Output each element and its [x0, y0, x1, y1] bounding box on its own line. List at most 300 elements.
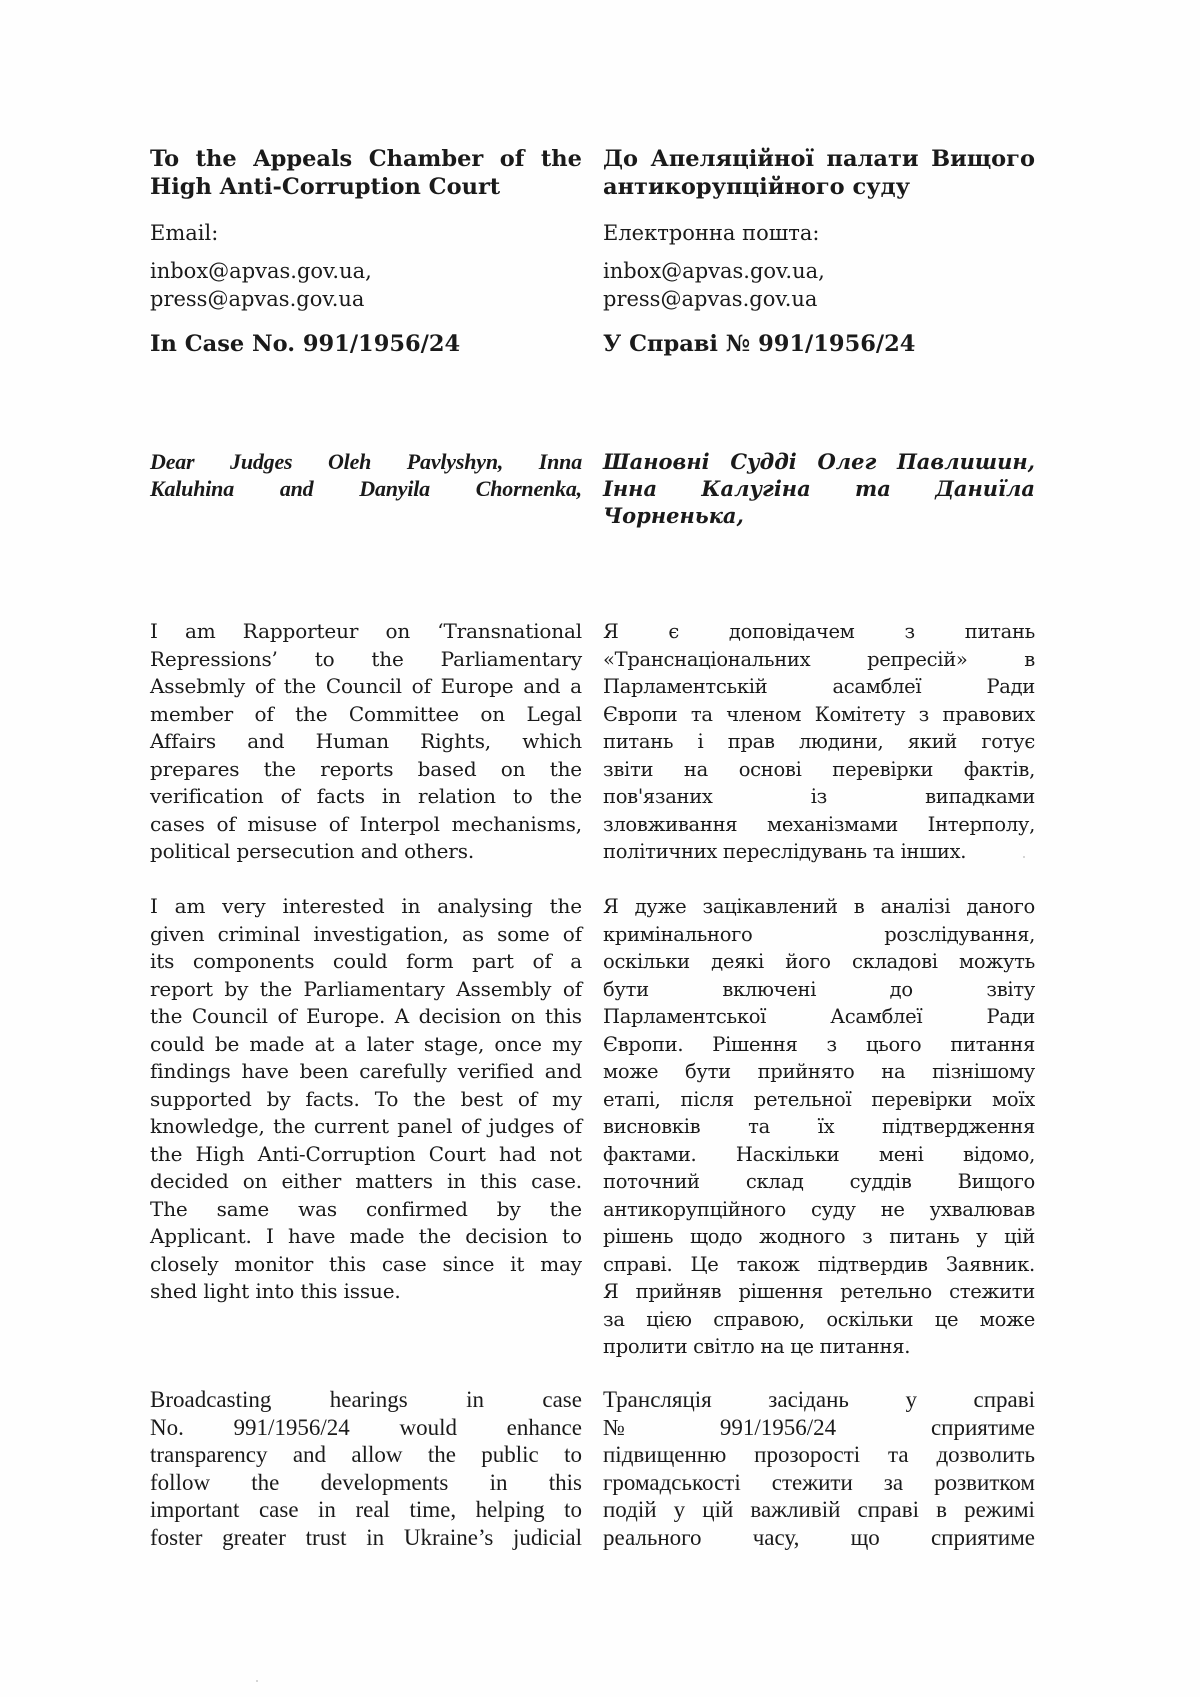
word: public [481, 1442, 539, 1467]
word: зловживання [603, 812, 738, 836]
paragraph-line [150, 1223, 582, 1251]
paragraph-line [150, 1113, 582, 1141]
paragraph-line [603, 976, 1035, 1004]
word: до [889, 977, 913, 1001]
word: made [249, 1031, 305, 1056]
word: and [279, 476, 314, 501]
word: прав [727, 730, 775, 753]
word: Це [690, 1252, 719, 1276]
word: в [853, 895, 865, 918]
word: form [406, 949, 454, 973]
word: could [332, 949, 388, 973]
word: closely [150, 1251, 219, 1276]
word: Rights, [420, 729, 492, 753]
word: цій [1004, 1225, 1035, 1248]
word: з [862, 1225, 873, 1248]
word: the [259, 976, 293, 1001]
addressee-line: High Anti-Corruption Court [150, 174, 501, 200]
word: дозволить [936, 1442, 1035, 1467]
word: by [496, 1196, 521, 1221]
word: decision [465, 1224, 548, 1248]
word: Assembly [456, 976, 552, 1001]
word: часу, [752, 1524, 800, 1550]
word: of [328, 811, 348, 836]
word: справою, [713, 1307, 805, 1331]
word: case [542, 1387, 582, 1412]
word: greater [222, 1524, 286, 1550]
word: Chamber [368, 146, 484, 172]
word: етапі, [603, 1087, 661, 1111]
word: на [683, 757, 708, 781]
paragraph-line [150, 728, 582, 756]
paragraph-line [150, 701, 582, 729]
word: the [413, 1086, 446, 1111]
word: to [314, 646, 335, 671]
word: and [292, 1442, 327, 1467]
paragraph-line [150, 1469, 582, 1497]
word: in [366, 1524, 385, 1550]
paragraph-line [150, 1386, 582, 1414]
word: в [936, 1497, 947, 1522]
word: з [904, 620, 915, 643]
word: Трансляція [603, 1387, 712, 1412]
word: До [603, 146, 639, 172]
word: in [318, 1497, 336, 1522]
word: as [462, 921, 484, 946]
paragraph-1-ua [603, 618, 1035, 866]
word: ‘Transnational [437, 619, 582, 643]
word: оскільки [603, 950, 690, 973]
word: важливій [750, 1497, 841, 1522]
word: Judges [230, 449, 293, 474]
word: the [540, 146, 582, 172]
word: Assebmly [150, 674, 246, 698]
word: of [517, 1086, 538, 1111]
word: time, [409, 1497, 457, 1522]
salutation-line [603, 448, 1035, 475]
word: facts. [305, 1086, 360, 1111]
paragraph-line [150, 1524, 582, 1552]
word: механізмами [767, 812, 898, 836]
word: з [826, 1032, 837, 1056]
addressee-line [603, 145, 1035, 173]
word: питань [889, 1225, 960, 1248]
word: this [544, 1004, 582, 1028]
word: investigation, [313, 921, 449, 946]
addressee-line [150, 145, 582, 173]
word: have [287, 1224, 336, 1248]
word: сприятиме [930, 1414, 1035, 1440]
word: once [494, 1031, 542, 1056]
word: у [673, 1497, 686, 1522]
word: findings [150, 1059, 231, 1083]
word: Шановні [603, 449, 710, 474]
paragraph-line: political persecution and others. [150, 839, 475, 863]
word: їх [817, 1115, 835, 1138]
word: Committee [348, 701, 459, 726]
paragraph-line: пролити світло на це питання. [603, 1335, 911, 1358]
salutation-line [150, 448, 582, 475]
word: аналізі [880, 895, 951, 918]
word: засідань [768, 1387, 849, 1412]
word: Судді [730, 449, 797, 474]
word: моїх [992, 1087, 1035, 1111]
word: this [480, 1169, 518, 1193]
word: Парламентської [603, 1005, 767, 1028]
word: суду [810, 1197, 856, 1221]
word: High [195, 1141, 245, 1166]
word: to [564, 1442, 582, 1467]
word: Inna [538, 449, 582, 474]
paragraph-3-en [150, 1386, 582, 1551]
word: розвитком [934, 1469, 1035, 1495]
word: real [355, 1497, 390, 1522]
word: was [298, 1196, 337, 1221]
addressee-heading-en [150, 145, 582, 201]
word: given [150, 921, 205, 946]
addressee-line: антикорупційного суду [603, 174, 911, 200]
word: trust [305, 1524, 347, 1550]
word: transparency [150, 1442, 268, 1467]
email-address-link[interactable]: inbox@apvas.gov.ua, [603, 259, 825, 283]
paragraph-line [150, 1086, 582, 1114]
word: підтвердив [817, 1252, 928, 1276]
word: the [549, 784, 582, 808]
word: перевірки [832, 757, 934, 781]
word: and [544, 1059, 582, 1083]
word: людини, [798, 730, 884, 753]
word: the [371, 646, 404, 671]
word: Комітету [814, 702, 906, 726]
paragraph-line [603, 1278, 1035, 1306]
word: Наскільки [735, 1142, 840, 1166]
word: current [313, 1114, 389, 1138]
paragraph-line [603, 921, 1035, 949]
word: of [562, 921, 582, 946]
word: decision [418, 1004, 502, 1028]
salutation-line [603, 475, 1035, 502]
word: am [174, 894, 206, 918]
paragraph-line [603, 1058, 1035, 1086]
paragraph-line [603, 1003, 1035, 1031]
email-address-link[interactable]: inbox@apvas.gov.ua, [150, 259, 372, 283]
word: matters [355, 1169, 433, 1193]
paragraph-line [603, 1496, 1035, 1524]
word: could [150, 1031, 205, 1056]
paragraph-line [603, 1168, 1035, 1196]
word: of [562, 976, 582, 1001]
word: звіту [986, 977, 1035, 1001]
word: може [979, 1307, 1035, 1331]
word: of [216, 811, 236, 836]
email-address-link[interactable]: press@apvas.gov.ua [603, 287, 818, 311]
word: сприятиме [930, 1524, 1035, 1550]
paragraph-line [603, 1386, 1035, 1414]
word: розслідування, [884, 922, 1035, 946]
word: на [881, 1060, 906, 1083]
word: the [549, 894, 582, 918]
word: основі [738, 757, 802, 781]
paragraph-line: політичних переслідувань та інших. [603, 840, 967, 863]
word: Рішення [712, 1032, 798, 1056]
word: правових [942, 702, 1035, 726]
paragraph-line [603, 1469, 1035, 1497]
word: in [466, 1387, 484, 1412]
word: Pavlyshyn, [406, 449, 504, 474]
paragraph-line [603, 728, 1035, 756]
paragraph-line [603, 893, 1035, 921]
word: some [497, 921, 550, 946]
word: panel [397, 1114, 453, 1138]
scan-speck [1023, 856, 1025, 858]
salutation-line [150, 475, 582, 502]
word: the [263, 756, 296, 781]
paragraph-line [603, 1414, 1035, 1442]
word: my [552, 1031, 582, 1056]
word: суддів [849, 1170, 912, 1193]
word: перевірки [871, 1087, 973, 1111]
word: цій [702, 1497, 734, 1522]
word: judicial [513, 1524, 582, 1550]
word: Interpol [359, 811, 440, 836]
word: це [934, 1307, 959, 1331]
word: включені [722, 977, 817, 1001]
word: питань [964, 620, 1035, 643]
word: Даниїла [935, 476, 1035, 501]
word: поточний [603, 1170, 700, 1193]
word: the [283, 674, 317, 698]
word: Danyila [359, 476, 430, 501]
word: be [214, 1031, 240, 1056]
paragraph-2-ua [603, 893, 1035, 1361]
paragraph-line [150, 756, 582, 784]
word: кримінального [603, 922, 753, 946]
word: the [418, 1224, 452, 1248]
word: To [150, 146, 180, 172]
word: рішень [603, 1225, 674, 1248]
paragraph-line [603, 1251, 1035, 1279]
paragraph-line [603, 1441, 1035, 1469]
word: підвищенню [603, 1442, 727, 1467]
case-reference-text: У Справі № 991/1956/24 [603, 331, 916, 357]
word: «Транснаціональних [603, 647, 811, 671]
word: за [603, 1307, 625, 1331]
paragraph-line: shed light into this issue. [150, 1279, 401, 1303]
word: фактів, [963, 757, 1035, 781]
paragraph-line [603, 618, 1035, 646]
word: після [680, 1087, 734, 1111]
word: the [427, 1442, 456, 1467]
paragraph-line [150, 1058, 582, 1086]
email-label: Email: [150, 221, 219, 245]
word: of [254, 701, 274, 726]
word: Калугіна [701, 476, 811, 501]
word: later [366, 1031, 414, 1056]
word: I [150, 894, 158, 918]
word: ухвалював [929, 1197, 1035, 1221]
word: дуже [634, 895, 687, 918]
word: this [329, 1251, 367, 1276]
word: цього [865, 1032, 922, 1056]
word: Chornenka, [475, 476, 582, 501]
word: який [907, 730, 958, 753]
paragraph-line [603, 1223, 1035, 1251]
word: relation [417, 784, 496, 808]
word: стежити [771, 1469, 853, 1495]
word: of [562, 1114, 582, 1138]
word: Я [603, 895, 619, 918]
word: in [401, 894, 421, 918]
word: cases [150, 811, 205, 836]
word: a [570, 949, 582, 973]
word: To [374, 1086, 399, 1111]
word: № [603, 1414, 625, 1440]
word: Павлишин, [896, 449, 1035, 474]
paragraph-line [603, 701, 1035, 729]
word: можуть [959, 950, 1035, 973]
word: Parliamentary [440, 646, 582, 671]
word: Ради [986, 675, 1035, 698]
word: оскільки [826, 1307, 914, 1331]
word: facts [316, 784, 365, 808]
word: Я [603, 1280, 619, 1303]
paragraph-line [150, 1031, 582, 1059]
word: to [512, 784, 533, 808]
word: Ukraine’s [403, 1524, 494, 1550]
paragraph-line [150, 976, 582, 1004]
word: його [785, 950, 831, 973]
word: та [748, 1115, 770, 1138]
word: стежити [949, 1280, 1035, 1303]
word: confirmed [366, 1196, 468, 1221]
word: бути [684, 1060, 731, 1083]
word: не [880, 1197, 905, 1221]
paragraph-line [150, 1251, 582, 1279]
word: палати [826, 146, 919, 172]
word: this [548, 1469, 582, 1495]
word: Broadcasting [150, 1387, 272, 1412]
word: фактами. [603, 1142, 697, 1166]
word: enhance [506, 1414, 582, 1440]
word: Rapporteur [242, 619, 359, 643]
word: цією [646, 1307, 692, 1331]
word: of [460, 1114, 480, 1138]
case-reference-text: In Case No. 991/1956/24 [150, 331, 461, 357]
word: антикорупційного [603, 1197, 786, 1221]
word: складові [852, 950, 938, 973]
word: important [150, 1497, 240, 1522]
word: been [299, 1059, 349, 1083]
word: had [499, 1141, 537, 1166]
word: same [216, 1196, 270, 1221]
paragraph-line [150, 1196, 582, 1224]
word: може [603, 1060, 659, 1083]
word: misuse [247, 811, 318, 836]
word: щодо [689, 1225, 743, 1248]
word: may [540, 1251, 582, 1276]
word: at [314, 1031, 335, 1056]
word: judges [488, 1114, 555, 1138]
word: hearings [329, 1387, 408, 1412]
word: Appeals [253, 146, 353, 172]
word: жодного [759, 1225, 846, 1248]
paragraph-3-ua [603, 1386, 1035, 1551]
word: case [258, 1497, 299, 1522]
word: Інна [603, 476, 658, 501]
word: Anti-Corruption [257, 1141, 416, 1166]
word: part [472, 949, 514, 973]
word: reports [320, 756, 394, 781]
word: decided [150, 1169, 229, 1193]
word: що [850, 1524, 880, 1550]
salutation-en [150, 448, 582, 502]
word: supported [150, 1086, 252, 1111]
word: knowledge, [150, 1114, 265, 1138]
word: the [549, 756, 582, 781]
word: verification [150, 784, 264, 808]
word: to [564, 1497, 582, 1522]
paragraph-line [150, 811, 582, 839]
word: справі. [603, 1252, 673, 1276]
word: Kaluhina [150, 476, 235, 501]
paragraph-2-en [150, 893, 582, 1306]
word: Європи. [603, 1032, 684, 1056]
word: interested [282, 894, 385, 918]
word: stage, [423, 1031, 485, 1056]
word: very [222, 894, 266, 918]
word: its [150, 949, 175, 973]
word: analysing [437, 894, 533, 918]
word: у [905, 1387, 917, 1412]
word: criminal [217, 921, 301, 946]
word: Council [191, 1004, 268, 1028]
word: та [690, 702, 713, 726]
word: Олег [817, 449, 877, 474]
word: асамблеї [832, 675, 922, 698]
word: Ради [986, 1005, 1035, 1028]
word: report [150, 976, 213, 1001]
paragraph-line [150, 646, 582, 674]
word: готує [981, 730, 1035, 753]
word: the [295, 701, 328, 726]
word: not [549, 1141, 582, 1166]
word: foster [150, 1524, 203, 1550]
word: a [570, 674, 582, 698]
word: ретельно [840, 1280, 932, 1303]
word: із [810, 785, 828, 808]
paragraph-line [150, 1168, 582, 1196]
word: which [522, 729, 582, 753]
email-address-link[interactable]: press@apvas.gov.ua [150, 287, 365, 311]
word: режимі [964, 1497, 1035, 1522]
word: висновків [603, 1115, 701, 1138]
word: of [277, 1004, 297, 1028]
paragraph-line [603, 756, 1035, 784]
paragraph-line [603, 783, 1035, 811]
word: членом [726, 702, 802, 726]
paragraph-line [150, 1441, 582, 1469]
word: Заявник. [945, 1252, 1035, 1276]
word: member [150, 701, 234, 726]
word: питання [950, 1032, 1035, 1056]
word: справі [973, 1387, 1035, 1412]
word: прозорості [754, 1442, 861, 1467]
word: in [446, 1169, 466, 1193]
word: 991/1956/24 [233, 1414, 350, 1440]
word: Council [325, 674, 402, 698]
word: мені [878, 1142, 924, 1166]
word: пов'язаних [603, 785, 713, 808]
